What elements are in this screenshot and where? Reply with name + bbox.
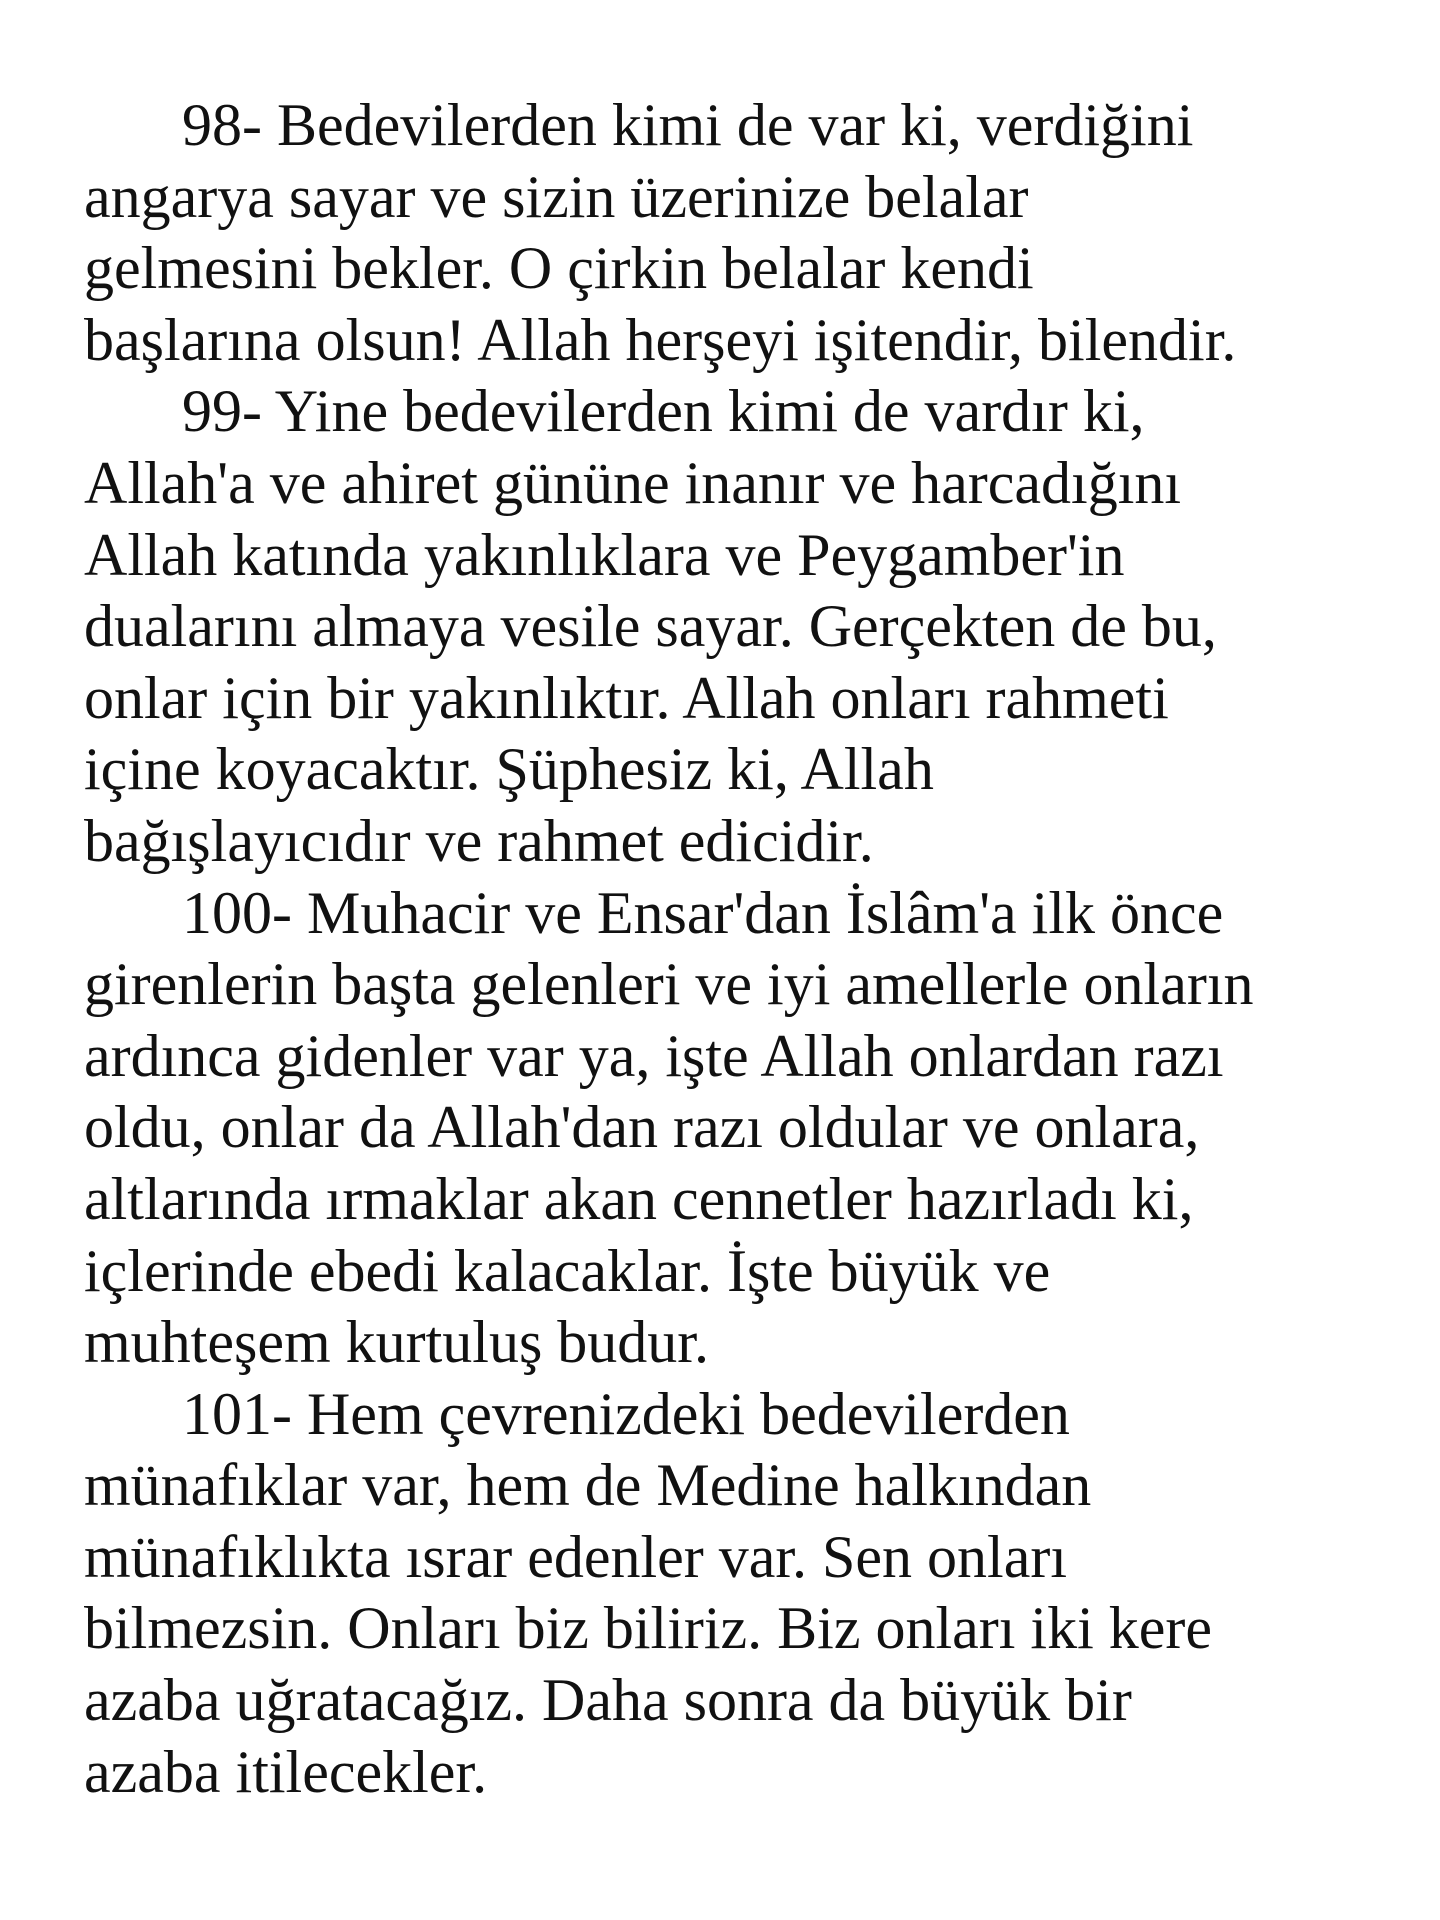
verse-line: angarya sayar ve sizin üzerinize belalar xyxy=(84,163,1029,230)
verse-line: içine koyacaktır. Şüphesiz ki, Allah xyxy=(84,736,934,803)
verse-line: muhteşem kurtuluş budur. xyxy=(84,1309,709,1376)
document-page xyxy=(84,90,1384,1808)
verse-line: 101- Hem çevrenizdeki bedevilerden xyxy=(182,1380,1070,1447)
verse-100 xyxy=(84,878,1384,1379)
verse-line: başlarına olsun! Allah herşeyi işitendir, bilendir. xyxy=(84,306,1237,373)
verse-line: bağışlayıcıdır ve rahmet edicidir. xyxy=(84,807,874,874)
verse-line: dualarını almaya vesile sayar. Gerçekten de bu, xyxy=(84,593,1217,660)
verse-line: bilmezsin. Onları biz biliriz. Biz onları iki kere xyxy=(84,1595,1213,1662)
verse-line: münafıklıkta ısrar edenler var. Sen onları xyxy=(84,1523,1067,1590)
verse-line: içlerinde ebedi kalacaklar. İşte büyük ve xyxy=(84,1237,1051,1304)
verse-98 xyxy=(84,90,1384,376)
verse-line: Allah'a ve ahiret gününe inanır ve harcadığını xyxy=(84,449,1182,516)
verse-line: girenlerin başta gelenleri ve iyi amellerle onların xyxy=(84,951,1254,1018)
verse-line: ardınca gidenler var ya, işte Allah onlardan razı xyxy=(84,1022,1224,1089)
verse-99 xyxy=(84,376,1384,877)
verse-line: Allah katında yakınlıklara ve Peygamber'in xyxy=(84,521,1125,588)
verse-line: 99- Yine bedevilerden kimi de vardır ki, xyxy=(182,378,1145,445)
verse-101 xyxy=(84,1379,1384,1809)
verse-line: onlar için bir yakınlıktır. Allah onları rahmeti xyxy=(84,664,1169,731)
verse-line: oldu, onlar da Allah'dan razı oldular ve onlara, xyxy=(84,1094,1200,1161)
verse-line: 98- Bedevilerden kimi de var ki, verdiğini xyxy=(182,92,1194,158)
verse-line: münafıklar var, hem de Medine halkından xyxy=(84,1452,1092,1519)
verse-line: 100- Muhacir ve Ensar'dan İslâm'a ilk önce xyxy=(182,879,1224,946)
verse-line: gelmesini bekler. O çirkin belalar kendi xyxy=(84,235,1034,302)
verse-line: azaba uğratacağız. Daha sonra da büyük bir xyxy=(84,1667,1132,1734)
verse-line: azaba itilecekler. xyxy=(84,1738,488,1805)
verse-line: altlarında ırmaklar akan cennetler hazırladı ki, xyxy=(84,1165,1194,1232)
